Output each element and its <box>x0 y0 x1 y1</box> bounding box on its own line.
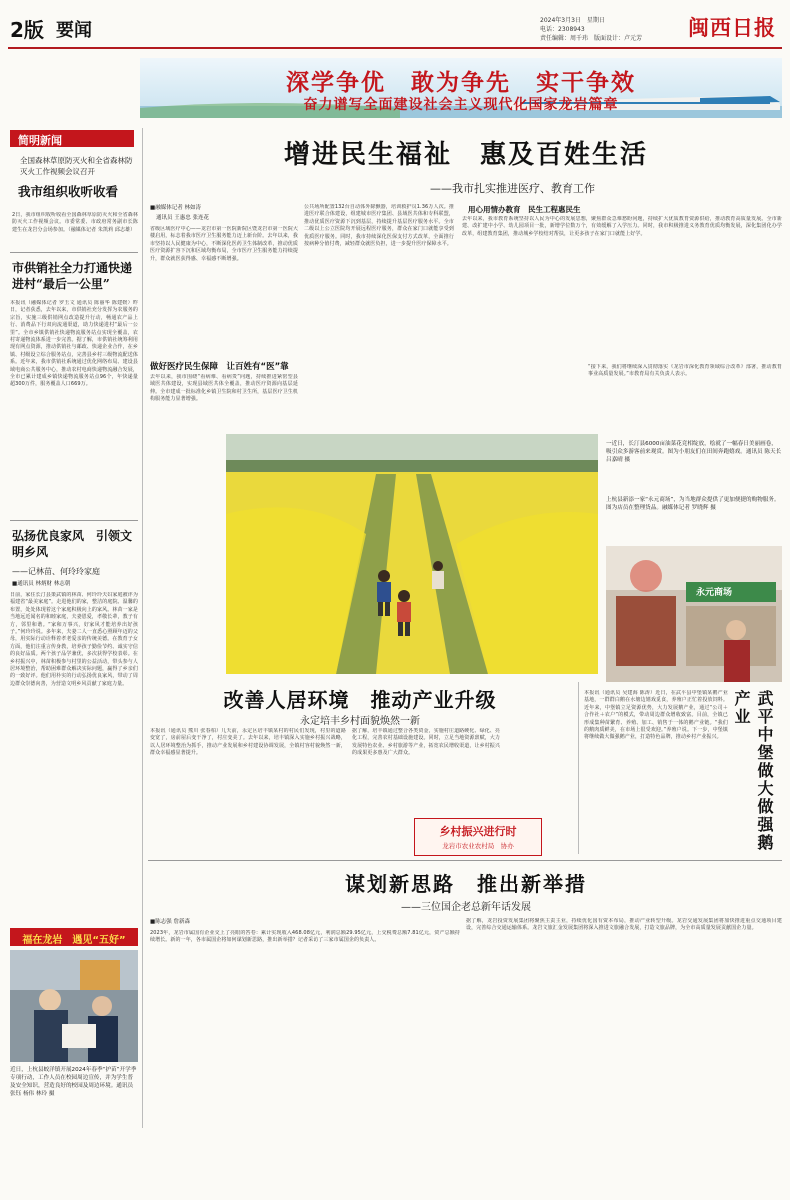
stamp-title: 乡村振兴进行时 <box>439 825 517 838</box>
main-article-subtitle: ——我市扎实推进医疗、教育工作 <box>430 182 595 195</box>
main-byline-2: 通讯员 王惠忠 张连花 <box>156 215 209 221</box>
section-tag-briefs <box>10 130 134 147</box>
masthead-phone: 电话：2308943 <box>540 26 585 33</box>
main-col3-head: 用心用情办教育 民生工程惠民生 <box>468 205 581 214</box>
main-col1-subhead: 做好医疗民生保障 让百姓有“医”靠 <box>150 362 289 372</box>
art1-title: 市供销社全力打通快递进村“最后一公里” <box>12 261 133 291</box>
photo1-caption: 一近日，长汀县6000亩油菜花竞相绽放，绘就了一幅春日美丽画卷，吸引众多游客前来观赏。图为小朋友们在田间奔跑嬉戏。通讯员 陈天长 吕嘉晴 摄 <box>606 441 782 463</box>
art2-title: 弘扬优良家风 引领文明乡风 <box>12 529 133 559</box>
article2-subtitle: 永定培丰乡村面貌焕然一新 <box>300 716 420 727</box>
masthead-editors: 责任编辑：周千玮 版面设计：卢元芳 <box>540 35 643 42</box>
main-col1b-text: 去年以来，我市围绕“看病难、看病贵”问题，持续推进紧密型县域医共体建设，实现县域医共体全覆盖，推动医疗资源向基层延伸。全市建成一批标准化乡镇卫生院和村卫生所，基层医疗卫生机构服务能力显著增强。 <box>150 374 298 403</box>
stamp-subtitle: 龙岩市农业农村局 协办 <box>442 842 514 850</box>
article4-text-1: 2023年，龙岩市属国有企业交上了亮眼的答卷：累计实现收入468.08亿元，利润总额29.95亿元，上交税费总额7.81亿元，资产总额持续增长。新的一年，各市属国企将如何谋划新思路，推出新举措？记者采访了三家市属国企的负责人。 <box>150 930 460 944</box>
rapeseed-photo <box>226 434 598 674</box>
right-column-divider <box>578 682 579 854</box>
banner-line2: 奋力谱写全面建设社会主义现代化国家龙岩篇章 <box>303 97 619 113</box>
main-col1-text: 省级区域医疗中心——龙岩市第一医院新院区暨龙岩市第一医院大楼启用，标志着我市医疗卫生服务能力迈上新台阶。去年以来，我市坚持以人民健康为中心，不断深化医药卫生体制改革，推动优质医疗资源扩容下沉和区域均衡布局，全市医疗卫生服务能力持续提升，群众就医获得感、幸福感不断增强。 <box>150 226 298 262</box>
masthead <box>0 0 790 52</box>
promo-title: 福在龙岩 遇见“五好” <box>22 935 126 946</box>
promo-photo <box>10 950 138 1062</box>
article3-text: 本报讯（通讯员 吴建海 陈涛）近日，在武平县中堡镇某鹅产业基地，一群群白鹅在水塘边嬉戏觅食，养殖户正忙着投放饲料。近年来，中堡镇立足资源优势，大力发展鹅产业，通过“公司＋合作社＋农户”的模式，带动周边群众增收致富。目前，全镇已形成集种苗繁育、养殖、加工、销售于一体的鹅产业链。“我们的鹅肉质鲜美，在市场上很受欢迎。”养殖户说。下一步，中堡镇将继续做大做强鹅产业，打造特色品牌，推动乡村产业振兴。 <box>584 690 728 741</box>
banner-line1: 深学争优 敢为争先 实干争效 <box>286 69 636 96</box>
paper-logo: 闽西日报 <box>688 15 776 40</box>
article4-text-2: 据了解，龙岩投资发展集团将聚焦主责主业，持续优化国有资本布局，推动产业转型升级。龙岩交通发展集团将加快推进重点交通项目建设，完善综合交通运输体系。龙岩文旅汇金发展集团将深入推进文旅融合发展，打造文旅品牌，为全市高质量发展贡献国企力量。 <box>466 918 782 932</box>
rapeseed-photo-graphic <box>226 434 598 674</box>
left-column-divider <box>142 128 143 1128</box>
promo-banner <box>10 928 138 946</box>
left-rule-1 <box>10 252 138 253</box>
main-byline-1: ■融媒体记者 林如涛 <box>150 205 201 211</box>
article4-subtitle: ——三位国企老总新年话发展 <box>401 902 531 913</box>
art1-text: 本报讯（融媒体记者 罗玉文 通讯员 陈丽华 陈建媛）昨日，记者获悉，去年以来，市供销社充分发挥为农服务的宗旨，实施三级供销网点改造提升行动，畅通农产品上行、消费品下行双向流通渠道，助力快递进村“最后一公里”。全市乡镇供销社快递物流服务站点实现全覆盖，农村寄递物流体系进一步完善。据了解，市供销社统筹利用现有网点资源，推动供销社与邮政、快递企业合作，在乡镇、村级设立综合服务站点，完善县乡村三级物流配送体系。近年来，我市供销社系统通过优化网络布局、建设县域电商公共服务中心，推动农村电商快递物流融合发展，全市已累计建成乡镇快递物流服务站点96个，年快递量超300万件，服务覆盖人口669万。 <box>10 300 138 388</box>
art2-subtitle: ——记林苗、何玲玲家庭 <box>12 567 100 576</box>
section-name: 要闻 <box>56 20 92 41</box>
main-col2-text: 公共场所配置132台自动体外除颤器，培训救护员1.36万人次。推进医疗联合体建设，组建城市医疗集团、县域医共体和专科联盟，推动优质医疗资源下沉到基层，持续提升基层医疗服务水平。全市二级以上公立医院均开展远程医疗服务，群众在家门口就能享受到优质医疗服务。同时，我市持续深化医保支付方式改革，全面推行按病种分值付费，减轻群众就医负担，进一步提升医疗保障水平。 <box>304 204 454 248</box>
main-col3-text-2: “接下来，我们将继续深入贯彻落实《龙岩市深化教育领域综合改革》部署，推动教育事业高质量发展。”市教育局有关负责人表示。 <box>588 364 782 378</box>
article4-title: 谋划新思路 推出新举措 <box>345 872 587 896</box>
article2-title: 改善人居环境 推动产业升级 <box>223 688 497 712</box>
brief2-title: 我市组织收听收看 <box>18 184 119 199</box>
promo-caption: 近日，上杭县蛟洋镇开展2024年春季“护苗”开学季专项行动，工作人员在校园周边宣传，并为学生普及安全知识，营造良好的校园及周边环境。通讯员 张钰 杨伟 林玲 摄 <box>10 1067 137 1097</box>
art2-byline: ■通讯员 林炳财 林志朝 <box>12 581 71 587</box>
store-sign: 永元商场 <box>696 588 733 598</box>
page-number: 2版 <box>10 18 44 42</box>
masthead-rule <box>8 47 782 49</box>
brief1-title: 全国森林草原防灭火和全省森林防灭火工作视频会议召开 <box>20 156 133 176</box>
article4-byline: ■陈志强 詹新森 <box>150 919 190 925</box>
store-photo <box>606 546 782 682</box>
article4-top-rule <box>148 860 782 861</box>
article2-text-1: 本报讯（通讯员 熊川 张春柏）几天前，永定区培丰镇某村的村民们发现，村里的道路变宽了，房前屋后变干净了，村庄变美了。去年以来，培丰镇深入实施乡村振兴战略，以人居环境整治为抓手，推动产业发展和乡村建设协调发展，全镇村容村貌焕然一新，群众幸福感显著提升。 <box>150 728 346 757</box>
main-article-title: 增进民生福祉 惠及百姓生活 <box>283 140 648 170</box>
store-photo-graphic <box>606 546 782 682</box>
main-col3-text: 去年以来，我市教育系统坚持以人民为中心的发展思想，聚焦群众急难愁盼问题，持续扩大优质教育资源供给，推动教育高质量发展。全市新建、改扩建中小学、幼儿园项目一批，新增学位数万个，有效缓解了入学压力。同时，我市积极推进义务教育优质均衡发展，深化集团化办学改革，组建教育集团，推动城乡学校结对帮扶，让更多孩子在家门口就能上好学。 <box>462 216 782 237</box>
masthead-date: 2024年3月3日 星期日 <box>540 17 605 24</box>
art2-text: 日前，家住长汀县策武镇的林苗、何玲玲夫妇家庭被评为福建省“最美家庭”。走进他们的家，整洁的庭院、温馨的布置，处处体现着这个家庭积极向上的家风。林苗一家是当地远近闻名的和睦家庭，夫妻恩爱，孝敬长辈，教子有方，邻里和谐。“家和万事兴，好家风才能培养出好孩子。”何玲玲说。多年来，夫妻二人一直悉心照顾年迈的父母，用实际行动诠释着孝老爱亲的传统美德。在教育子女方面，他们注重言传身教，培养孩子勤俭节约、诚实守信的良好品质。两个孩子品学兼优，多次获得学校表彰。在乡村振兴中，林苗积极参与村里的公益活动，带头参与人居环境整治，帮助困难群众解决实际问题，赢得了乡亲们的一致好评。他们用朴实的行动弘扬优良家风，带动了周边群众崇德向善，为营造文明乡风贡献了家庭力量。 <box>10 592 138 687</box>
article3-vertical-title: 武平中堡做大做强鹅产业 <box>732 690 774 852</box>
photo2-caption: 上杭县新添一家“永元商场”，为当地群众提供了更加便捷的购物服务。图为店员在整理货品。融媒体记者 罗晓辉 摄 <box>606 497 780 511</box>
left-rule-2 <box>10 520 138 521</box>
promo-photo-graphic <box>10 950 138 1062</box>
banner <box>140 58 782 118</box>
section-tag-text: 简明新闻 <box>18 134 62 147</box>
rural-revival-stamp <box>414 818 542 856</box>
article2-text-2: 据了解，培丰镇通过整合各类资金，实施村庄道路硬化、绿化、亮化工程，完善农村基础设施建设。同时，立足当地资源禀赋，大力发展特色农业、乡村旅游等产业，拓宽农民增收渠道，让乡村振兴的成果更多惠及广大群众。 <box>352 728 500 757</box>
brief2-text: 2日，我市组织收听收看全国森林草原防灭火和全省森林防灭火工作视频会议。市委常委、市政府常务副市长陈建生在龙岩分会场参加。（融媒体记者 朱凯莉 邱志雄） <box>12 212 138 233</box>
